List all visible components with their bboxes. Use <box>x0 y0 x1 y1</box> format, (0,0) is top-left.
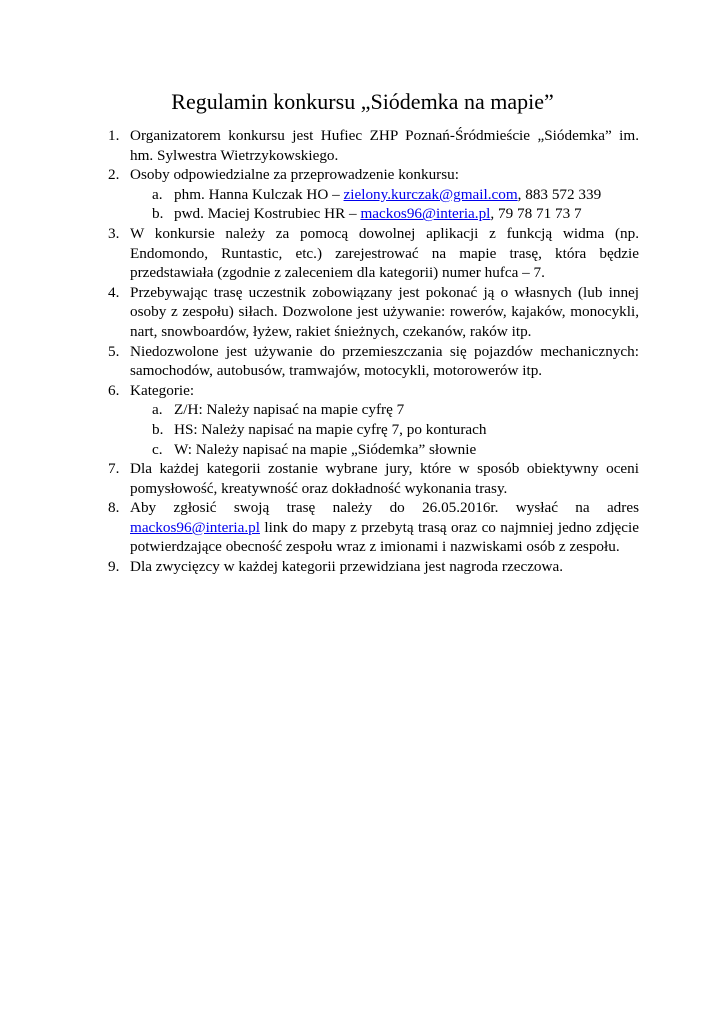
list-item-7 <box>108 459 639 498</box>
list-item-2 <box>108 165 639 185</box>
sub-item-text: HS: Należy napisać na mapie cyfrę 7, po konturach <box>174 420 487 438</box>
list-item-4 <box>108 283 639 342</box>
item-number: 5. <box>108 342 120 360</box>
contact-phone: , 883 572 339 <box>517 185 602 203</box>
item-number: 2. <box>108 166 120 184</box>
list-item-9 <box>108 557 639 577</box>
email-link[interactable]: mackos96@interia.pl <box>130 518 260 536</box>
page-title: Regulamin konkursu „Siódemka na mapie” <box>171 89 554 114</box>
list-item-8 <box>108 498 639 557</box>
item-number: 9. <box>108 558 120 576</box>
sub-item-2a <box>108 185 639 205</box>
sub-item-letter: c. <box>152 440 163 458</box>
item-text: Niedozwolone jest używanie do przemieszczania się pojazdów mechanicznych: samochodów, autobusów, tramwajów, motocykli, motorowerów itp. <box>130 342 639 380</box>
item-text: Organizatorem konkursu jest Hufiec ZHP Poznań-Śródmieście „Siódemka” im. hm. Sylwestra Wietrzykowskiego. <box>130 127 639 164</box>
list-item-5 <box>108 342 639 381</box>
item-number: 7. <box>108 460 120 478</box>
sub-item-letter: b. <box>152 205 164 223</box>
item-text: Przebywając trasę uczestnik zobowiązany jest pokonać ją o własnych (lub innej osoby z zespołu) siłach. Dozwolone jest używanie: rowerów, kajaków, monocykli, nart, snowboardów, łyżew, rakiet śnieżnych, czekanów, raków itp. <box>130 283 639 340</box>
item-text: Dla każdej kategorii zostanie wybrane jury, które w sposób obiektywny oceni pomysłowość, kreatywność oraz dokładność wykonania trasy. <box>130 460 639 497</box>
rules-list <box>108 126 639 577</box>
sub-item-2b <box>108 204 639 224</box>
sub-item-letter: a. <box>152 401 163 419</box>
item-number: 6. <box>108 381 120 399</box>
sub-item-6b <box>108 420 639 440</box>
item-text-pre: Aby zgłosić swoją trasę należy do 26.05.2016r. wysłać na adres <box>130 499 639 517</box>
sub-item-letter: b. <box>152 420 164 438</box>
sub-item-text: W: Należy napisać na mapie „Siódemka” słownie <box>174 440 477 458</box>
contact-name: pwd. Maciej Kostrubiec HR – <box>174 205 361 223</box>
contact-phone: , 79 78 71 73 7 <box>490 205 582 223</box>
item-text: Kategorie: <box>130 381 195 399</box>
item-number: 1. <box>108 127 120 144</box>
item-text-post: link do mapy z przebytą trasą oraz co najmniej jedno zdjęcie potwierdzające obecność zespołu wraz z imionami i nazwiskami osób z zespołu. <box>130 518 639 556</box>
list-item-1 <box>108 126 639 165</box>
sub-item-6a <box>108 400 639 420</box>
item-number: 3. <box>108 224 120 242</box>
email-link[interactable]: zielony.kurczak@gmail.com <box>343 185 518 203</box>
item-text: Dla zwycięzcy w każdej kategorii przewidziana jest nagroda rzeczowa. <box>130 558 564 576</box>
item-number: 4. <box>108 283 120 301</box>
item-number: 8. <box>108 499 120 517</box>
sub-item-letter: a. <box>152 185 163 203</box>
list-item-6 <box>108 381 639 401</box>
item-text: Osoby odpowiedzialne za przeprowadzenie konkursu: <box>130 166 459 184</box>
sub-item-text: Z/H: Należy napisać na mapie cyfrę 7 <box>174 401 405 419</box>
email-link[interactable]: mackos96@interia.pl <box>360 205 491 223</box>
list-item-3 <box>108 224 639 283</box>
sub-item-6c <box>108 440 639 460</box>
item-text: W konkursie należy za pomocą dowolnej aplikacji z funkcją widma (np. Endomondo, Runtastic, etc.) zarejestrować na mapie trasę, która będzie przedstawiała (zgodnie z zaleceniem dla kategorii) numer hufca – 7. <box>130 224 639 282</box>
contact-name: phm. Hanna Kulczak HO – <box>174 185 344 203</box>
